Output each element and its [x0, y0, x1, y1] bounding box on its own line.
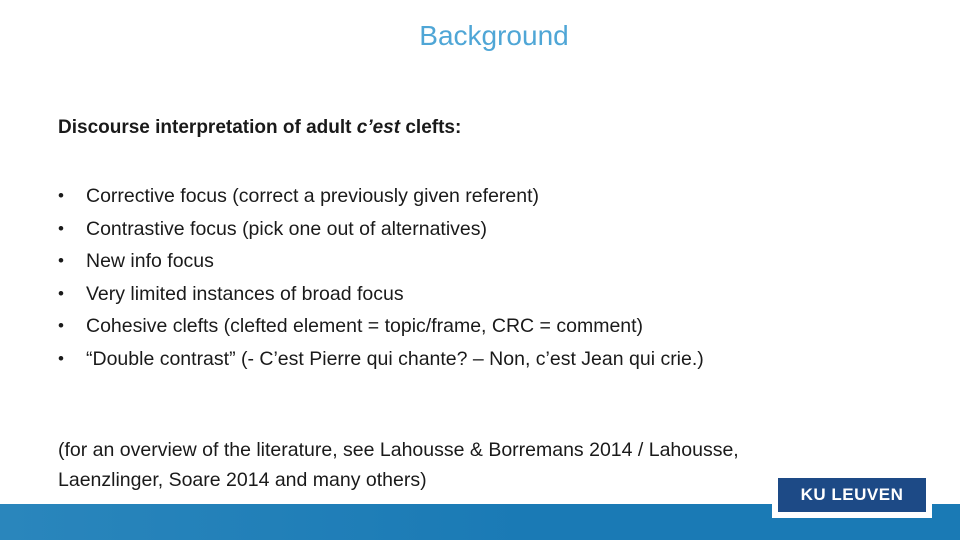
bullet-text: New info focus: [86, 250, 214, 273]
bullet-item: [58, 213, 704, 246]
note-line: (for an overview of the literature, see Lahousse & Borremans 2014 / Lahousse,: [58, 439, 739, 461]
bullet-dot-icon: •: [58, 251, 64, 271]
ku-leuven-logo: [772, 472, 932, 518]
bullet-dot-icon: •: [58, 186, 64, 205]
subheading-suffix: clefts:: [400, 117, 462, 138]
bullet-text: Very limited instances of broad focus: [86, 282, 404, 305]
bullet-item: [58, 343, 704, 376]
slide-subheading: [58, 117, 461, 139]
slide-title: Background: [419, 20, 569, 51]
subheading-italic: c’est: [356, 117, 401, 138]
bullet-text: Corrective focus (correct a previously given referent): [86, 185, 540, 207]
bullet-dot-icon: •: [58, 283, 64, 303]
bullet-text: Cohesive clefts (clefted element = topic/frame, CRC = comment): [86, 315, 644, 338]
bullet-dot-icon: •: [58, 218, 64, 238]
bullet-item: [58, 278, 704, 311]
bullet-dot-icon: •: [58, 316, 64, 336]
bullet-item: [58, 310, 704, 343]
bullet-item: [58, 245, 704, 278]
bullet-dot-icon: •: [58, 348, 64, 368]
literature-note: [58, 435, 858, 495]
bullet-item: [58, 180, 704, 213]
logo-text: KU LEUVEN: [778, 478, 926, 512]
bullet-list: [58, 180, 704, 376]
subheading-prefix: Discourse interpretation of adult: [58, 117, 357, 138]
bullet-text: Contrastive focus (pick one out of alternatives): [86, 217, 488, 240]
bullet-text: “Double contrast” (- C’est Pierre qui chante? – Non, c’est Jean qui crie.): [86, 347, 704, 370]
note-line: Laenzlinger, Soare 2014 and many others): [58, 469, 427, 491]
